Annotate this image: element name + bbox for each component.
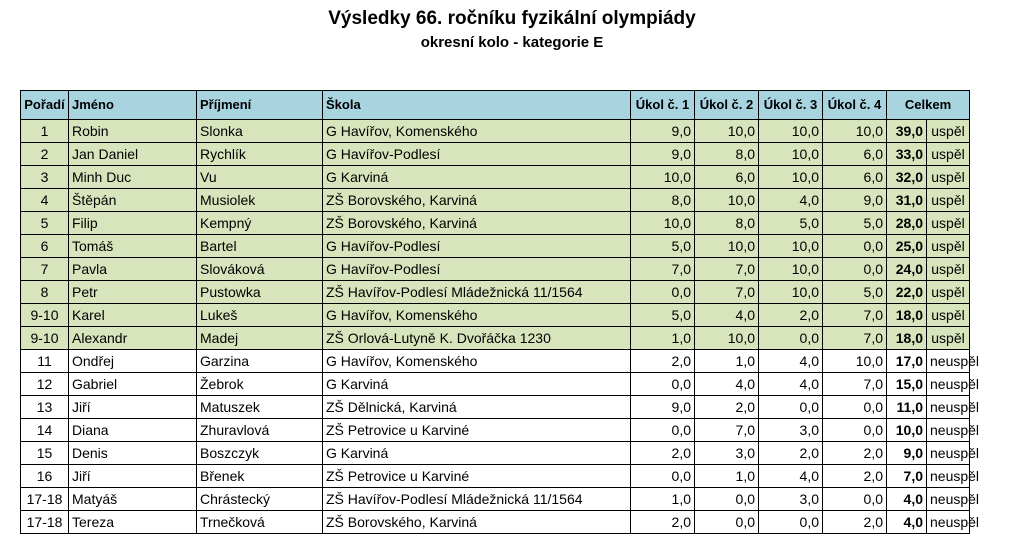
page-title: Výsledky 66. ročníku fyzikální olympiády <box>328 8 696 29</box>
cell-task-3: 4,0 <box>759 189 823 212</box>
header-total: Celkem <box>887 91 970 120</box>
cell-task-4: 10,0 <box>823 350 887 373</box>
cell-task-4: 9,0 <box>823 189 887 212</box>
cell-rank: 13 <box>21 396 69 419</box>
cell-task-3: 5,0 <box>759 212 823 235</box>
cell-task-4: 0,0 <box>823 419 887 442</box>
cell-task-4: 7,0 <box>823 304 887 327</box>
table-row <box>21 350 970 373</box>
cell-task-3: 10,0 <box>759 235 823 258</box>
cell-task-4: 0,0 <box>823 258 887 281</box>
cell-task-2: 0,0 <box>695 511 759 534</box>
cell-rank: 12 <box>21 373 69 396</box>
cell-total: 11,0 <box>887 396 927 419</box>
cell-last-name: Rychlík <box>197 143 323 166</box>
cell-rank: 9-10 <box>21 304 69 327</box>
cell-task-3: 3,0 <box>759 488 823 511</box>
cell-task-4: 2,0 <box>823 442 887 465</box>
cell-total: 17,0 <box>887 350 927 373</box>
cell-school: ZŠ Orlová-Lutyně K. Dvořáčka 1230 <box>323 327 631 350</box>
table-row <box>21 189 970 212</box>
cell-school: G Karviná <box>323 442 631 465</box>
cell-task-3: 2,0 <box>759 442 823 465</box>
cell-total: 22,0 <box>887 281 927 304</box>
cell-task-2: 4,0 <box>695 373 759 396</box>
cell-school: ZŠ Borovského, Karviná <box>323 189 631 212</box>
cell-school: ZŠ Dělnická, Karviná <box>323 396 631 419</box>
cell-first-name: Pavla <box>69 258 197 281</box>
cell-task-1: 8,0 <box>631 189 695 212</box>
cell-school: ZŠ Petrovice u Karviné <box>323 419 631 442</box>
cell-first-name: Gabriel <box>69 373 197 396</box>
cell-total: 4,0 <box>887 511 927 534</box>
cell-task-3: 0,0 <box>759 511 823 534</box>
cell-last-name: Vu <box>197 166 323 189</box>
table-body <box>21 120 980 534</box>
cell-last-name: Matuszek <box>197 396 323 419</box>
cell-first-name: Jiří <box>69 396 197 419</box>
cell-last-name: Žebrok <box>197 373 323 396</box>
cell-task-1: 2,0 <box>631 350 695 373</box>
page-subtitle: okresní kolo - kategorie E <box>420 34 604 51</box>
cell-last-name: Chrástecký <box>197 488 323 511</box>
cell-rank: 1 <box>21 120 69 143</box>
cell-task-1: 7,0 <box>631 258 695 281</box>
cell-task-1: 0,0 <box>631 465 695 488</box>
cell-status: neuspěl <box>927 373 970 396</box>
cell-last-name: Musiolek <box>197 189 323 212</box>
cell-status: neuspěl <box>927 419 970 442</box>
cell-status: uspěl <box>927 189 970 212</box>
table-row <box>21 419 970 442</box>
cell-school: G Karviná <box>323 373 631 396</box>
cell-task-3: 4,0 <box>759 373 823 396</box>
cell-task-4: 6,0 <box>823 143 887 166</box>
cell-total: 9,0 <box>887 442 927 465</box>
cell-rank: 3 <box>21 166 69 189</box>
cell-first-name: Petr <box>69 281 197 304</box>
cell-rank: 2 <box>21 143 69 166</box>
cell-total: 18,0 <box>887 304 927 327</box>
cell-first-name: Robin <box>69 120 197 143</box>
cell-last-name: Slonka <box>197 120 323 143</box>
cell-total: 24,0 <box>887 258 927 281</box>
table-row <box>21 304 970 327</box>
cell-task-2: 7,0 <box>695 419 759 442</box>
cell-task-1: 9,0 <box>631 143 695 166</box>
cell-task-1: 9,0 <box>631 396 695 419</box>
cell-task-1: 1,0 <box>631 488 695 511</box>
cell-school: G Havířov, Komenského <box>323 120 631 143</box>
cell-school: ZŠ Havířov-Podlesí Mládežnická 11/1564 <box>323 281 631 304</box>
table-row <box>21 212 970 235</box>
cell-rank: 14 <box>21 419 69 442</box>
cell-last-name: Pustowka <box>197 281 323 304</box>
cell-status: uspěl <box>927 212 970 235</box>
header-task-4: Úkol č. 4 <box>823 91 887 120</box>
cell-task-2: 2,0 <box>695 396 759 419</box>
header-task-1: Úkol č. 1 <box>631 91 695 120</box>
cell-status: neuspěl <box>927 442 970 465</box>
cell-task-1: 0,0 <box>631 281 695 304</box>
cell-total: 31,0 <box>887 189 927 212</box>
cell-task-4: 2,0 <box>823 465 887 488</box>
cell-total: 39,0 <box>887 120 927 143</box>
cell-status: uspěl <box>927 143 970 166</box>
cell-total: 25,0 <box>887 235 927 258</box>
cell-rank: 6 <box>21 235 69 258</box>
cell-total: 15,0 <box>887 373 927 396</box>
cell-rank: 8 <box>21 281 69 304</box>
cell-first-name: Jiří <box>69 465 197 488</box>
cell-task-2: 8,0 <box>695 212 759 235</box>
table-header-row <box>21 91 970 120</box>
cell-task-2: 7,0 <box>695 281 759 304</box>
cell-first-name: Diana <box>69 419 197 442</box>
cell-last-name: Madej <box>197 327 323 350</box>
cell-task-3: 10,0 <box>759 120 823 143</box>
cell-task-4: 2,0 <box>823 511 887 534</box>
cell-task-2: 3,0 <box>695 442 759 465</box>
cell-task-1: 0,0 <box>631 373 695 396</box>
cell-task-1: 10,0 <box>631 212 695 235</box>
cell-school: G Havířov-Podlesí <box>323 258 631 281</box>
cell-first-name: Tomáš <box>69 235 197 258</box>
cell-task-1: 0,0 <box>631 419 695 442</box>
cell-task-3: 3,0 <box>759 419 823 442</box>
cell-last-name: Trnečková <box>197 511 323 534</box>
results-table <box>20 90 980 534</box>
cell-task-2: 8,0 <box>695 143 759 166</box>
cell-school: G Karviná <box>323 166 631 189</box>
cell-task-3: 10,0 <box>759 258 823 281</box>
cell-status: uspěl <box>927 258 970 281</box>
cell-rank: 7 <box>21 258 69 281</box>
table-row <box>21 166 970 189</box>
cell-first-name: Štěpán <box>69 189 197 212</box>
cell-task-1: 5,0 <box>631 235 695 258</box>
table-row <box>21 120 970 143</box>
cell-rank: 5 <box>21 212 69 235</box>
cell-task-2: 6,0 <box>695 166 759 189</box>
cell-status: uspěl <box>927 235 970 258</box>
cell-school: ZŠ Borovského, Karviná <box>323 511 631 534</box>
cell-task-4: 0,0 <box>823 235 887 258</box>
header-task-3: Úkol č. 3 <box>759 91 823 120</box>
cell-school: ZŠ Petrovice u Karviné <box>323 465 631 488</box>
header-first-name: Jméno <box>69 91 197 120</box>
cell-task-4: 0,0 <box>823 488 887 511</box>
cell-task-3: 0,0 <box>759 327 823 350</box>
cell-total: 7,0 <box>887 465 927 488</box>
cell-status: neuspěl <box>927 488 970 511</box>
cell-total: 10,0 <box>887 419 927 442</box>
cell-school: G Havířov-Podlesí <box>323 143 631 166</box>
cell-status: neuspěl <box>927 511 970 534</box>
cell-first-name: Minh Duc <box>69 166 197 189</box>
header-last-name: Příjmení <box>197 91 323 120</box>
cell-status: uspěl <box>927 166 970 189</box>
cell-last-name: Garzina <box>197 350 323 373</box>
cell-status: uspěl <box>927 327 970 350</box>
cell-last-name: Lukeš <box>197 304 323 327</box>
cell-total: 33,0 <box>887 143 927 166</box>
table-row <box>21 373 970 396</box>
table-row <box>21 281 970 304</box>
cell-first-name: Tereza <box>69 511 197 534</box>
cell-status: uspěl <box>927 281 970 304</box>
header-task-2: Úkol č. 2 <box>695 91 759 120</box>
cell-first-name: Ondřej <box>69 350 197 373</box>
cell-school: G Havířov-Podlesí <box>323 235 631 258</box>
cell-first-name: Alexandr <box>69 327 197 350</box>
cell-rank: 11 <box>21 350 69 373</box>
cell-task-3: 10,0 <box>759 143 823 166</box>
cell-rank: 4 <box>21 189 69 212</box>
cell-last-name: Břenek <box>197 465 323 488</box>
cell-school: G Havířov, Komenského <box>323 350 631 373</box>
cell-task-2: 10,0 <box>695 120 759 143</box>
cell-last-name: Zhuravlová <box>197 419 323 442</box>
cell-rank: 17-18 <box>21 511 69 534</box>
cell-total: 32,0 <box>887 166 927 189</box>
cell-rank: 16 <box>21 465 69 488</box>
cell-rank: 15 <box>21 442 69 465</box>
cell-total: 28,0 <box>887 212 927 235</box>
cell-task-2: 0,0 <box>695 488 759 511</box>
cell-task-2: 4,0 <box>695 304 759 327</box>
cell-task-3: 0,0 <box>759 396 823 419</box>
table-row <box>21 235 970 258</box>
cell-last-name: Boszczyk <box>197 442 323 465</box>
cell-task-1: 2,0 <box>631 442 695 465</box>
cell-task-4: 7,0 <box>823 327 887 350</box>
cell-task-1: 5,0 <box>631 304 695 327</box>
cell-task-2: 10,0 <box>695 189 759 212</box>
cell-school: ZŠ Borovského, Karviná <box>323 212 631 235</box>
cell-task-3: 2,0 <box>759 304 823 327</box>
cell-task-4: 5,0 <box>823 281 887 304</box>
cell-last-name: Kempný <box>197 212 323 235</box>
cell-school: G Havířov, Komenského <box>323 304 631 327</box>
cell-status: uspěl <box>927 120 970 143</box>
cell-task-2: 1,0 <box>695 465 759 488</box>
cell-task-1: 9,0 <box>631 120 695 143</box>
cell-task-3: 10,0 <box>759 281 823 304</box>
table-row <box>21 143 970 166</box>
cell-task-3: 4,0 <box>759 350 823 373</box>
cell-task-1: 1,0 <box>631 327 695 350</box>
cell-task-3: 10,0 <box>759 166 823 189</box>
table-row <box>21 488 970 511</box>
cell-task-4: 6,0 <box>823 166 887 189</box>
table-row <box>21 396 970 419</box>
cell-task-1: 2,0 <box>631 511 695 534</box>
table-row <box>21 465 970 488</box>
cell-task-2: 1,0 <box>695 350 759 373</box>
cell-last-name: Bartel <box>197 235 323 258</box>
header-school: Škola <box>323 91 631 120</box>
cell-first-name: Matyáš <box>69 488 197 511</box>
cell-task-3: 4,0 <box>759 465 823 488</box>
header-rank: Pořadí <box>21 91 69 120</box>
cell-status: neuspěl <box>927 396 970 419</box>
table-row <box>21 442 970 465</box>
table-row <box>21 258 970 281</box>
table-row <box>21 327 970 350</box>
cell-first-name: Denis <box>69 442 197 465</box>
cell-task-4: 0,0 <box>823 396 887 419</box>
cell-task-4: 5,0 <box>823 212 887 235</box>
cell-total: 4,0 <box>887 488 927 511</box>
cell-last-name: Slováková <box>197 258 323 281</box>
cell-task-4: 10,0 <box>823 120 887 143</box>
cell-task-4: 7,0 <box>823 373 887 396</box>
cell-first-name: Filip <box>69 212 197 235</box>
cell-rank: 9-10 <box>21 327 69 350</box>
cell-rank: 17-18 <box>21 488 69 511</box>
cell-status: neuspěl <box>927 465 970 488</box>
cell-status: neuspěl <box>927 350 970 373</box>
cell-task-2: 7,0 <box>695 258 759 281</box>
cell-first-name: Jan Daniel <box>69 143 197 166</box>
cell-first-name: Karel <box>69 304 197 327</box>
cell-task-2: 10,0 <box>695 327 759 350</box>
cell-total: 18,0 <box>887 327 927 350</box>
cell-task-1: 10,0 <box>631 166 695 189</box>
cell-status: uspěl <box>927 304 970 327</box>
cell-school: ZŠ Havířov-Podlesí Mládežnická 11/1564 <box>323 488 631 511</box>
cell-task-2: 10,0 <box>695 235 759 258</box>
table-row <box>21 511 970 534</box>
